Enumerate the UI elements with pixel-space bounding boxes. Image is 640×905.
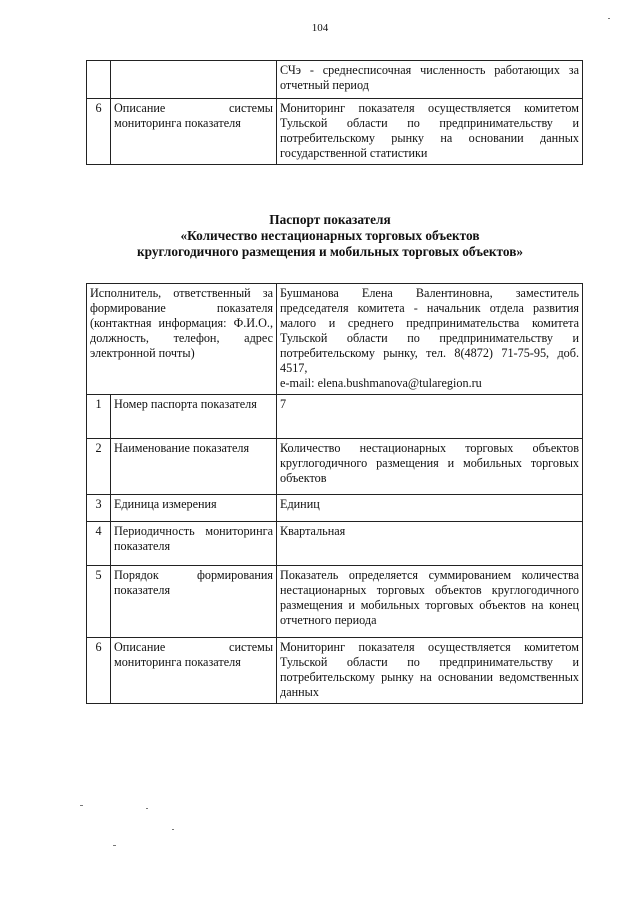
page-number: 104 (311, 22, 329, 34)
label-cell: Наименование показателя (111, 439, 277, 495)
row-number-cell: 5 (87, 566, 111, 638)
row-number-cell (87, 61, 111, 99)
responsible-email: e-mail: elena.bushmanova@tularegion.ru (280, 376, 482, 390)
label-cell: Номер паспорта показателя (111, 395, 277, 439)
row-number-cell: 6 (87, 99, 111, 165)
responsible-label-cell: Исполнитель, ответственный за формирование показателя (контактная информация: Ф.И.О., должность, телефон, адрес электронной почты) (87, 284, 277, 395)
row-number-cell: 3 (87, 495, 111, 522)
value-cell: Квартальная (277, 522, 583, 566)
table-row (87, 99, 583, 165)
passport-title-line: «Количество нестационарных торговых объектов (180, 228, 480, 243)
label-cell: Периодичность мониторинга показателя (111, 522, 277, 566)
value-cell: Мониторинг показателя осуществляется комитетом Тульской области по предпринимательству и потребительскому рынку на основании ведомственных данных (277, 638, 583, 704)
row-number-cell: 2 (87, 439, 111, 495)
label-cell: Описание системы мониторинга показателя (111, 99, 277, 165)
table-row (87, 439, 583, 495)
value-cell: Мониторинг показателя осуществляется комитетом Тульской области по предпринимательству и потребительскому рынку на основании данных государственной статистики (277, 99, 583, 165)
table-row (87, 61, 583, 99)
scan-speck (80, 805, 83, 806)
label-cell: Описание системы мониторинга показателя (111, 638, 277, 704)
value-cell: СЧэ - среднесписочная численность работающих за отчетный период (277, 61, 583, 99)
responsible-person: Бушманова Елена Валентиновна, заместитель председателя комитета - начальник отдела развития малого и среднего предпринимательства комитета Тульской области по предпринимательству и потребительскому рынку, тел. 8(4872) 71-75-95, доб. 4517, (280, 286, 580, 375)
table-row (87, 522, 583, 566)
passport-title-line: круглогодичного размещения и мобильных торговых объектов» (136, 244, 524, 259)
scan-speck (113, 845, 116, 846)
passport-table (86, 283, 583, 704)
table-row (87, 566, 583, 638)
value-cell: Показатель определяется суммированием количества нестационарных торговых объектов круглогодичного размещения и мобильных торговых объектов на конец отчетного периода (277, 566, 583, 638)
passport-title-line: Паспорт показателя (269, 212, 391, 227)
value-cell: 7 (277, 395, 583, 439)
value-cell: Единиц (277, 495, 583, 522)
label-cell: Порядок формирования показателя (111, 566, 277, 638)
scan-speck (608, 18, 610, 19)
previous-passport-table (86, 60, 583, 165)
scan-speck (172, 829, 174, 830)
row-number-cell: 4 (87, 522, 111, 566)
label-cell (111, 61, 277, 99)
row-number-cell: 1 (87, 395, 111, 439)
table-row-header (87, 284, 583, 395)
responsible-value-cell (277, 284, 583, 395)
table-row (87, 638, 583, 704)
row-number-cell: 6 (87, 638, 111, 704)
value-cell: Количество нестационарных торговых объектов круглогодичного размещения и мобильных торговых объектов (277, 439, 583, 495)
passport-title (60, 212, 600, 260)
table-row (87, 495, 583, 522)
scan-speck (146, 808, 148, 809)
table-row (87, 395, 583, 439)
label-cell: Единица измерения (111, 495, 277, 522)
